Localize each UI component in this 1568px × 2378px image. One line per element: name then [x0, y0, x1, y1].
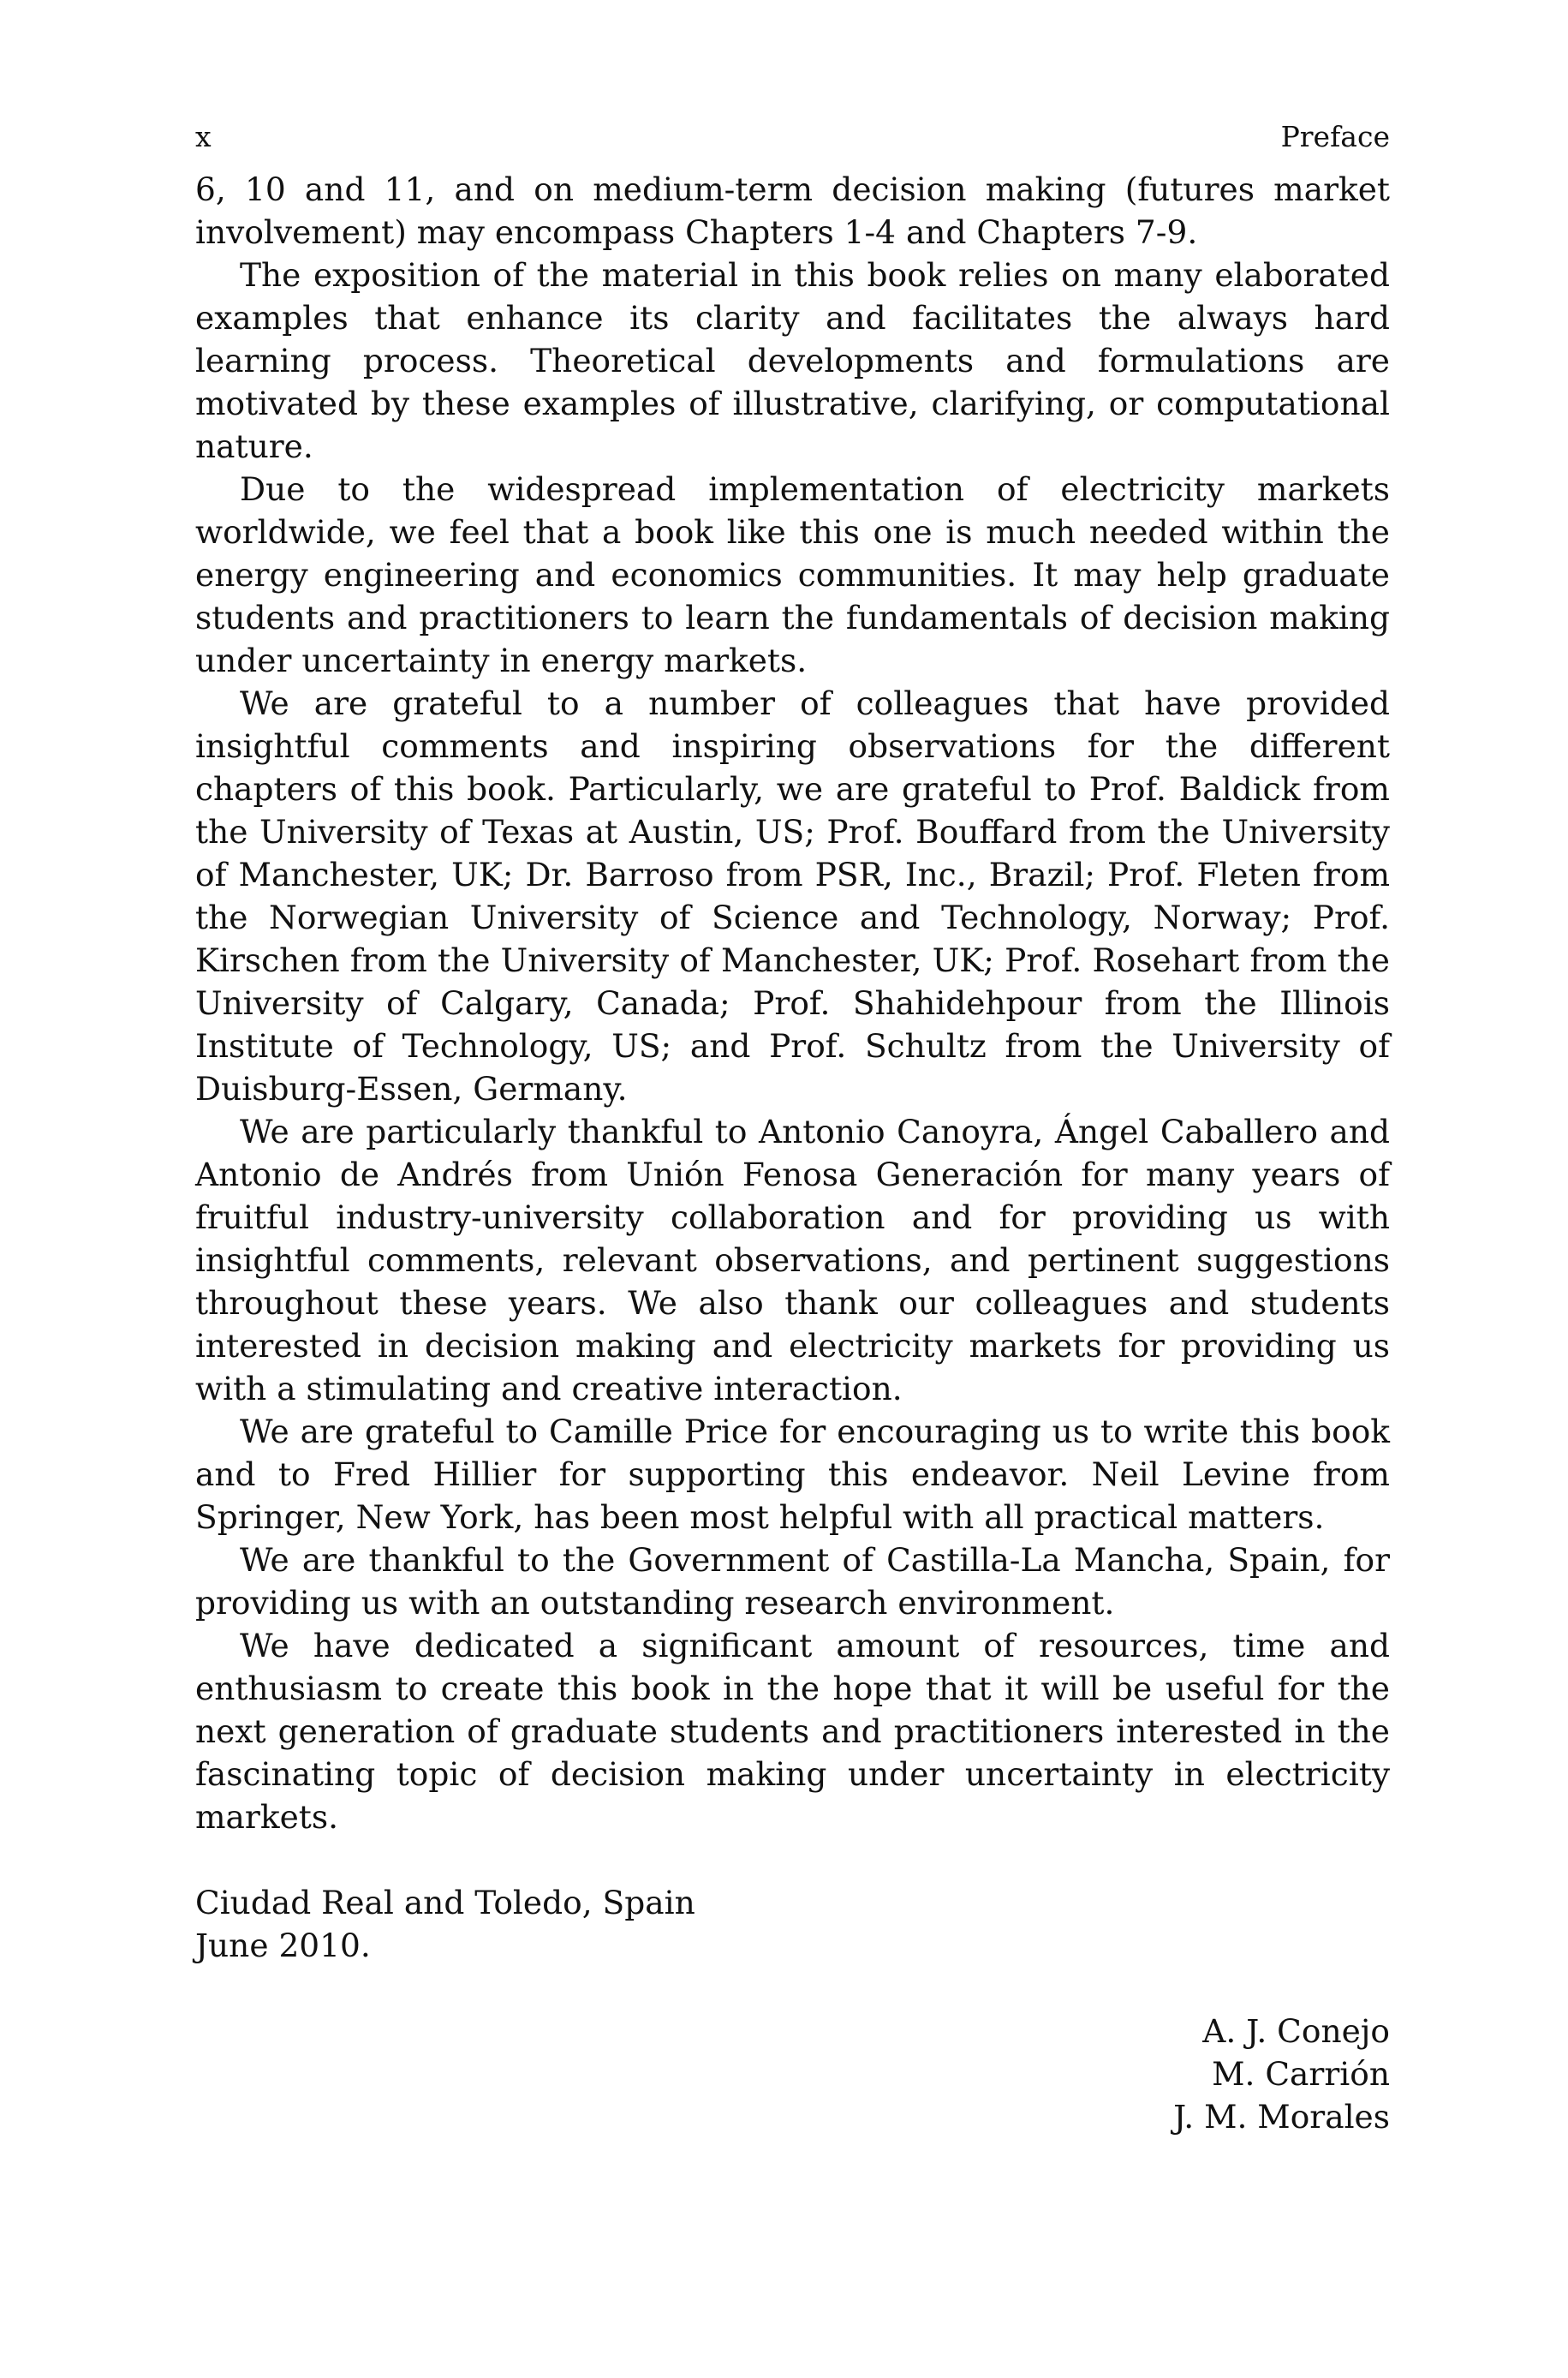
author-name: M. Carrión	[1212, 2055, 1390, 2093]
author-name: A. J. Conejo	[1202, 2012, 1390, 2050]
page-number: x	[195, 120, 212, 153]
paragraph: The exposition of the material in this book relies on many elaborated examples that enhance its clarity and facilitates the always hard learning process. Theoretical developments and formulations are motivated by these examples of illustrative, clarifying, or computational nature.	[195, 256, 1390, 465]
running-head	[195, 120, 1390, 168]
author-signatures	[195, 2010, 1390, 2138]
paragraph: We are grateful to Camille Price for encouraging us to write this book and to Fred Hillier for supporting this endeavor. Neil Levine from Springer, New York, has been most helpful with all practical matters.	[195, 1413, 1390, 1536]
paragraph-continuation: 6, 10 and 11, and on medium-term decision making (futures market involvement) may encompass Chapters 1-4 and Chapters 7-9.	[195, 170, 1390, 251]
paragraph: We are grateful to a number of colleagues that have provided insightful comments and inspiring observations for the different chapters of this book. Particularly, we are grateful to Prof. Baldick from the University of Texas at Austin, US; Prof. Bouffard from the University of Manchester, UK; Dr. Barroso from PSR, Inc., Brazil; Prof. Fleten from the Norwegian University of Science and Technology, Norway; Prof. Kirschen from the University of Manchester, UK; Prof. Rosehart from the University of Calgary, Canada; Prof. Shahidehpour from the Illinois Institute of Technology, US; and Prof. Schultz from the University of Duisburg-Essen, Germany.	[195, 684, 1390, 1108]
dateline-place: Ciudad Real and Toledo, Spain	[195, 1884, 695, 1921]
preface-body	[195, 168, 1390, 1838]
paragraph: We have dedicated a significant amount of resources, time and enthusiasm to create this book in the hope that it will be useful for the next generation of graduate students and practitioners interested in the fascinating topic of decision making under uncertainty in electricity markets.	[195, 1627, 1390, 1836]
dateline	[195, 1881, 1390, 1967]
section-title: Preface	[1280, 120, 1390, 153]
book-page	[195, 120, 1390, 2138]
dateline-date: June 2010.	[195, 1927, 371, 1964]
author-name: J. M. Morales	[1173, 2098, 1390, 2136]
paragraph: We are thankful to the Government of Castilla-La Mancha, Spain, for providing us with an outstanding research environment.	[195, 1541, 1390, 1622]
paragraph: We are particularly thankful to Antonio Canoyra, Ángel Caballero and Antonio de Andrés from Unión Fenosa Generación for many years of fruitful industry-university collaboration and for providing us with insightful comments, relevant observations, and pertinent suggestions throughout these years. We also thank our colleagues and students interested in decision making and electricity markets for providing us with a stimulating and creative interaction.	[195, 1113, 1390, 1407]
paragraph: Due to the widespread implementation of electricity markets worldwide, we feel that a book like this one is much needed within the energy engineering and economics communities. It may help graduate students and practitioners to learn the fundamentals of decision making under uncertainty in energy markets.	[195, 470, 1390, 679]
